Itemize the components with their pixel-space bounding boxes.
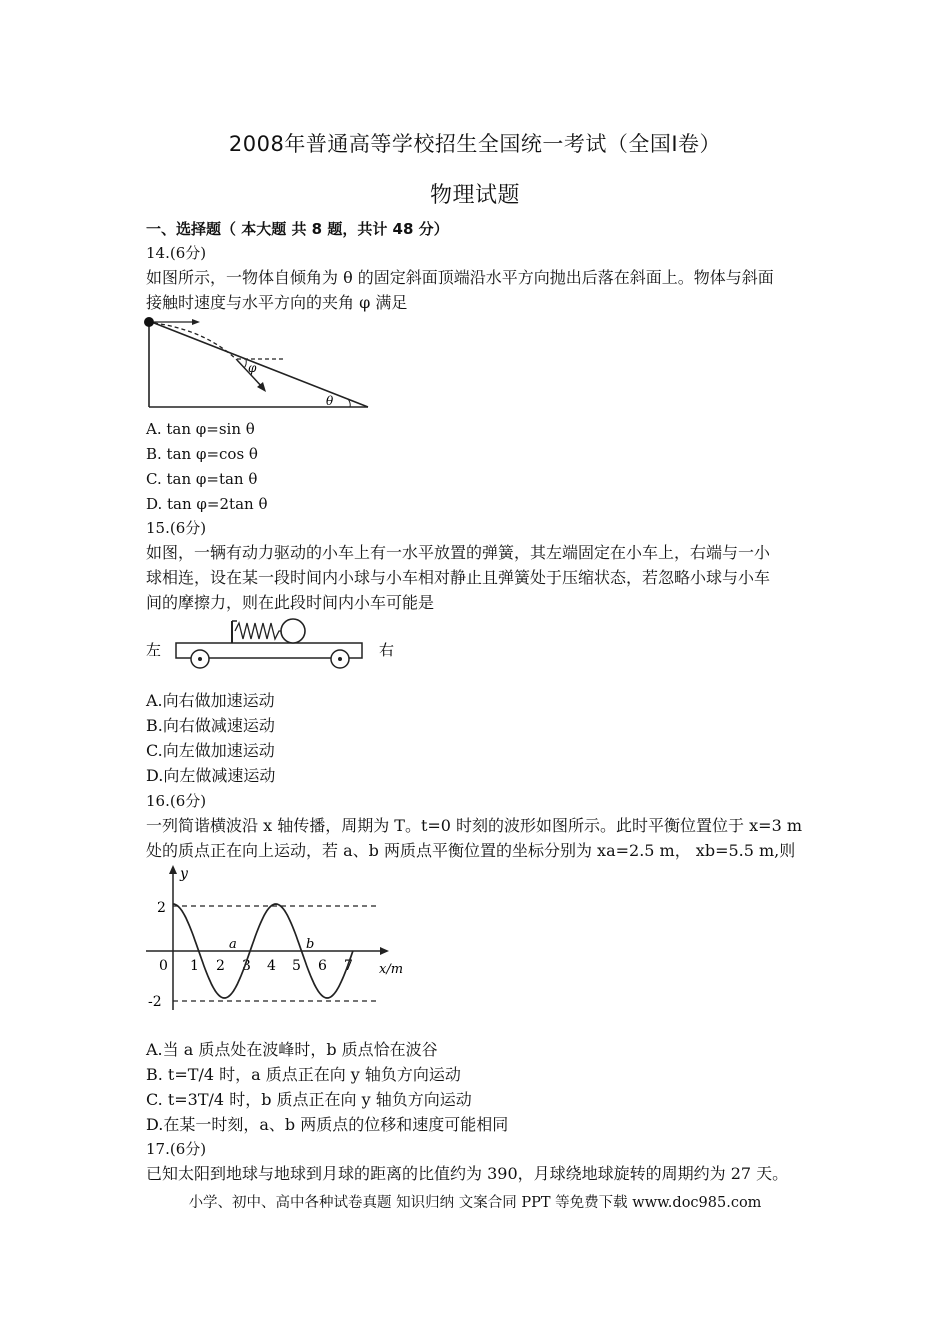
phi-label: φ (248, 361, 257, 375)
q15-option-d[interactable]: D.向左做减速运动 (146, 766, 276, 785)
q16-option-a[interactable]: A.当 a 质点处在波峰时，b 质点恰在波谷 (146, 1040, 438, 1059)
x-tick-5: 5 (292, 958, 301, 974)
cart-spring-figure (140, 614, 402, 678)
q15-option-b[interactable]: B.向右做减速运动 (146, 716, 275, 735)
right-label: 右 (379, 641, 395, 659)
theta-label: θ (326, 394, 334, 408)
x-tick-2: 2 (216, 958, 225, 974)
x-tick-7: 7 (344, 958, 353, 974)
question-15-text-line2: 球相连，设在某一段时间内小球与小车相对静止且弹簧处于压缩状态，若忽略小球与小车 (146, 568, 771, 587)
y-tick-neg2: -2 (148, 994, 162, 1010)
q16-option-d[interactable]: D.在某一时刻，a、b 两质点的位移和速度可能相同 (146, 1115, 509, 1134)
q14-option-a[interactable]: A. tan φ=sin θ (146, 420, 255, 438)
page-subtitle: 物理试题 (429, 183, 520, 208)
page-footer: 小学、初中、高中各种试卷真题 知识归纳 文案合同 PPT 等免费下载 www.doc985.com (188, 1195, 762, 1211)
wave-graph-figure (140, 862, 415, 1022)
x-tick-4: 4 (267, 958, 276, 974)
q16-option-c[interactable]: C. t=3T/4 时，b 质点正在向 y 轴负方向运动 (146, 1090, 472, 1109)
point-b-label: b (306, 937, 315, 952)
q14-option-b[interactable]: B. tan φ=cos θ (146, 445, 258, 463)
y-axis-label: y (180, 866, 188, 882)
q14-option-d[interactable]: D. tan φ=2tan θ (146, 495, 268, 513)
spring (235, 623, 281, 639)
incline-projectile-figure (140, 315, 380, 413)
point-a-label: a (229, 937, 237, 952)
page-title: 2008年普通高等学校招生全国统一考试（全国Ⅰ卷） (228, 132, 722, 156)
q16-option-b[interactable]: B. t=T/4 时，a 质点正在向 y 轴负方向运动 (146, 1065, 461, 1084)
question-14-number: 14.(6分) (146, 244, 207, 262)
question-16-text-line1: 一列简谐横波沿 x 轴传播，周期为 T。t=0 时刻的波形如图所示。此时平衡位置位于 x=3 m (146, 816, 803, 835)
question-17-text-line1: 已知太阳到地球与地球到月球的距离的比值约为 390，月球绕地球旋转的周期约为 27 天。 (146, 1164, 789, 1183)
question-14-text-line2: 接触时速度与水平方向的夹角 φ 满足 (146, 293, 408, 312)
x-tick-1: 1 (190, 958, 199, 974)
projectile-ball (144, 317, 154, 327)
question-16-text-line2: 处的质点正在向上运动，若 a、b 两质点平衡位置的坐标分别为 xa=2.5 m， xb=5.5 m,则 (146, 841, 796, 860)
y-tick-2: 2 (157, 900, 166, 916)
question-14-text-line1: 如图所示，一物体自倾角为 θ 的固定斜面顶端沿水平方向抛出后落在斜面上。物体与斜面 (146, 268, 774, 287)
x-tick-6: 6 (318, 958, 327, 974)
question-15-number: 15.(6分) (146, 519, 207, 537)
section-heading: 一、选择题（ 本大题 共 8 题，共计 48 分） (146, 220, 449, 238)
x-axis-label: x/m (379, 962, 404, 977)
x-tick-3: 3 (242, 958, 251, 974)
x-tick-0: 0 (159, 958, 168, 974)
left-label: 左 (146, 641, 162, 659)
q15-option-a[interactable]: A.向右做加速运动 (146, 691, 275, 710)
q14-option-c[interactable]: C. tan φ=tan θ (146, 470, 258, 488)
question-15-text-line3: 间的摩擦力，则在此段时间内小车可能是 (146, 593, 435, 612)
ball (281, 619, 305, 643)
question-17-number: 17.(6分) (146, 1140, 207, 1158)
question-15-text-line1: 如图，一辆有动力驱动的小车上有一水平放置的弹簧，其左端固定在小车上，右端与一小 (146, 543, 771, 562)
q15-option-c[interactable]: C.向左做加速运动 (146, 741, 275, 760)
question-16-number: 16.(6分) (146, 792, 207, 810)
